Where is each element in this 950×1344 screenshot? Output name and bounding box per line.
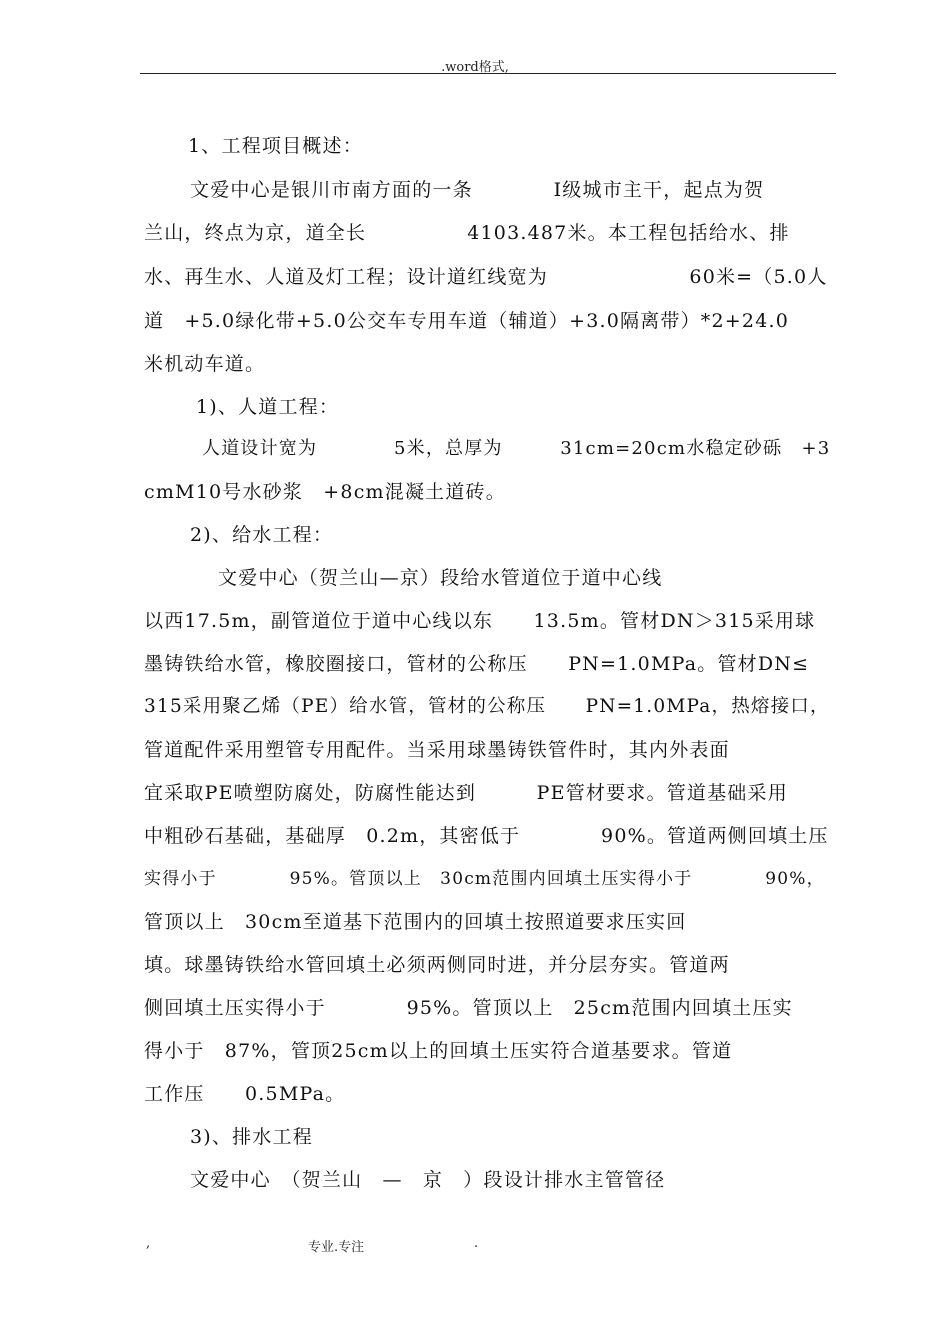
footer-left-mark: ,	[146, 1236, 151, 1251]
paragraph-line: 管道配件采用塑管专用配件。当采用球墨铸铁管件时，其内外表面	[144, 739, 730, 761]
paragraph-line: 文爱中心 （贺兰山 — 京 ）段设计排水主管管径	[190, 1169, 666, 1191]
paragraph-line: 文爱中心（贺兰山—京）段给水管道位于道中心线	[218, 567, 663, 589]
subsection-heading-drainage: 3)、排水工程	[190, 1126, 313, 1148]
page-header: .word格式,	[441, 60, 509, 75]
paragraph-line: 水、再生水、人道及灯工程；设计道红线宽为 60米=（5.0人	[144, 266, 828, 288]
subsection-heading-water-supply: 2)、给水工程：	[190, 524, 334, 546]
paragraph-line: 中粗砂石基础，基础厚 0.2m，其密低于 90%。管道两侧回填土压	[144, 825, 829, 847]
paragraph-line: 管顶以上 30cm至道基下范围内的回填土按照道要求压实回	[144, 911, 687, 933]
paragraph-line: 人道设计宽为 5米，总厚为 31cm=20cm水稳定砂砾 +3	[202, 438, 831, 459]
paragraph-line: 宜采取PE喷塑防腐处，防腐性能达到 PE管材要求。管道基础采用	[144, 782, 788, 804]
section-heading-overview: 1、工程项目概述：	[188, 135, 363, 157]
paragraph-line: 文爱中心是银川市南方面的一条 Ⅰ级城市主干，起点为贺	[190, 179, 765, 201]
paragraph-line: cmM10号水砂浆 +8cm混凝土道砖。	[144, 481, 506, 503]
paragraph-line: 墨铸铁给水管，橡胶圈接口，管材的公称压 PN=1.0MPa。管材DN≤	[144, 653, 810, 675]
subsection-heading-sidewalk: 1)、人道工程：	[196, 396, 340, 418]
footer-right-mark: .	[474, 1236, 479, 1251]
paragraph-line: 侧回填土压实得小于 95%。管顶以上 25cm范围内回填土压实	[144, 997, 793, 1019]
paragraph-line: 填。球墨铸铁给水管回填土必须两侧同时进，并分层夯实。管道两	[144, 954, 730, 976]
header-rule	[140, 73, 836, 74]
paragraph-line: 315采用聚乙烯（PE）给水管，管材的公称压 PN=1.0MPa，热熔接口，	[144, 696, 830, 717]
paragraph-line: 米机动车道。	[144, 353, 266, 375]
paragraph-line: 道 +5.0绿化带+5.0公交车专用车道（辅道）+3.0隔离带）*2+24.0	[144, 310, 790, 332]
paragraph-line: 得小于 87%，管顶25cm以上的回填土压实符合道基要求。管道	[144, 1040, 733, 1062]
footer-center-text: 专业.专注	[308, 1240, 365, 1255]
paragraph-line: 兰山，终点为京，道全长 4103.487米。本工程包括给水、排	[144, 222, 790, 244]
paragraph-line: 工作压 0.5MPa。	[144, 1083, 346, 1105]
paragraph-line: 实得小于 95%。管顶以上 30cm范围内回填土压实得小于 90%，	[144, 869, 825, 889]
paragraph-line: 以西17.5m，副管道位于道中心线以东 13.5m。管材DN＞315采用球	[144, 610, 816, 632]
